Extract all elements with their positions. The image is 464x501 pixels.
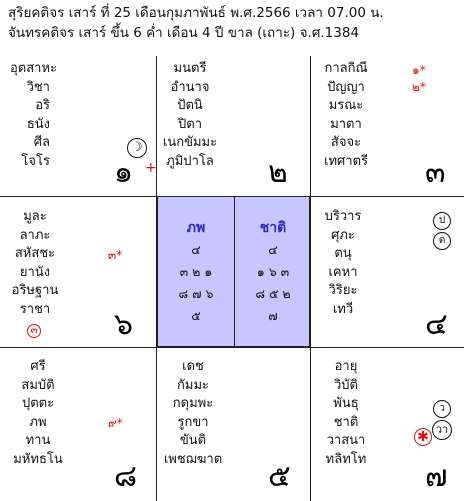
house-number-2: ๒ — [268, 155, 288, 190]
red-star-mark: ๓* — [108, 248, 123, 262]
red-star-mark: ๒* — [412, 80, 426, 94]
center-row: ๑ ๖ ๓ — [256, 264, 290, 279]
circle-mark: วา — [432, 420, 452, 440]
house-item: เพชฌฆาต — [163, 451, 223, 467]
house-item: วิชา — [26, 79, 50, 95]
center-row: ๓ ๒ ๑ — [179, 264, 213, 279]
house-item: กดุมพะ — [172, 396, 214, 412]
house-item: มาตา — [330, 116, 362, 132]
house-item: เนกขัมมะ — [162, 135, 218, 151]
house-item: มรณะ — [328, 98, 364, 114]
center-left-title: ภพ — [186, 220, 206, 236]
house-item: ศีล — [33, 135, 50, 151]
house-item: รูกขา — [177, 414, 209, 430]
house-item: วาสนา — [326, 433, 366, 449]
house-number-3: ๓ — [425, 155, 446, 190]
house-number-4: ๔ — [425, 307, 448, 342]
house-number-6: ๖ — [114, 307, 134, 342]
header-solar-date: สุริยคติจร เสาร์ ที่ 25 เดือนกุมภาพันธ์ พ.ศ.2566 เวลา 07.00 น. — [8, 5, 384, 21]
center-right-column — [235, 197, 311, 346]
house-item: บริวาร — [324, 209, 362, 224]
house-7-list — [318, 358, 374, 470]
house-item: ศรี — [30, 359, 46, 374]
house-item: ปิตา — [178, 116, 202, 132]
house-item: อริษฐาน — [11, 283, 59, 299]
red-star-mark: ๙* — [108, 416, 123, 430]
house-2-list — [160, 60, 220, 172]
house-item: ภพ — [29, 414, 47, 430]
house-item: กาลกิณี — [324, 61, 368, 76]
moon-icon: ☽ — [127, 138, 147, 158]
house-6-list — [10, 208, 60, 320]
house-item: พันธุ — [333, 396, 359, 412]
center-right-title: ชาติ — [259, 220, 287, 236]
house-item: มูละ — [23, 209, 47, 224]
house-item: ทลิทโท — [325, 451, 367, 467]
house-3-list — [318, 60, 374, 172]
house-1-list — [10, 60, 58, 172]
center-row: ๕ — [191, 308, 201, 323]
house-item: ปัญญา — [327, 79, 365, 95]
center-row: ๔ — [268, 242, 278, 257]
house-item: เดช — [182, 359, 204, 374]
house-number-7: ๗ — [425, 459, 448, 494]
house-item: ศุภะ — [331, 227, 355, 243]
center-row: ๘ ๕ ๒ — [255, 286, 291, 301]
house-item: มนตรี — [173, 61, 207, 76]
house-item: โจโร — [21, 153, 50, 169]
house-item: มหัทธโน — [13, 451, 63, 467]
house-5-list — [162, 358, 224, 470]
house-item: อายุ — [334, 359, 358, 374]
house-item: เทวี — [332, 301, 354, 317]
house-item: สัจจะ — [330, 135, 362, 151]
circle-mark: ต — [433, 232, 451, 250]
house-item: ปัตนิ — [177, 98, 203, 114]
center-chart — [157, 196, 310, 347]
center-row: ๗ — [268, 308, 278, 323]
house-item: กัมมะ — [177, 377, 209, 393]
house-item: เคหา — [328, 264, 358, 280]
house-item: สหัสชะ — [14, 246, 56, 262]
house-item: ปุตตะ — [21, 396, 55, 412]
house-item: ตนุ — [334, 246, 352, 262]
header-lunar-date: จันทรคติจร เสาร์ ขึ้น 6 ค่ำ เดือน 4 ปี ขาล (เถาะ) จ.ศ.1384 — [8, 25, 360, 41]
house-item: ภูมิปาโล — [166, 153, 214, 169]
house-item: เทศาตรี — [324, 153, 368, 169]
house-item: ทาน — [25, 433, 51, 449]
house-item: วิริยะ — [328, 283, 358, 299]
circle-mark: ว — [433, 400, 451, 418]
house-item: ขันติ — [179, 433, 207, 449]
house-item: วิบัติ — [334, 377, 358, 393]
house-number-8: ๘ — [114, 459, 138, 494]
house-number-1: ๑ — [114, 155, 134, 190]
house-item: ยานัง — [19, 264, 51, 280]
red-star-mark: ๑* — [412, 63, 426, 77]
center-row: ๔ — [191, 242, 201, 257]
house-item: ราชา — [19, 301, 51, 317]
house-item: ลาภะ — [19, 227, 51, 243]
house-item: อุตสาหะ — [10, 61, 58, 76]
house-item: อำนาจ — [170, 79, 210, 95]
house-item: ชาติ — [333, 414, 359, 430]
house-number-5: ๕ — [268, 459, 291, 494]
house-item: อริ — [35, 98, 50, 114]
house-item: สมบัติ — [21, 377, 55, 393]
house-4-list — [318, 208, 368, 320]
center-left-column — [158, 197, 234, 346]
circle-mark: ป — [433, 212, 451, 230]
red-star-circle: ✱ — [414, 428, 432, 446]
house-8-list — [10, 358, 66, 470]
house-item: ธนัง — [26, 116, 50, 132]
center-row: ๘ ๗ ๖ — [178, 286, 214, 301]
plus-mark: + — [145, 160, 157, 176]
red-circle-mark: ๓ — [27, 324, 41, 338]
grid-line — [0, 347, 464, 348]
